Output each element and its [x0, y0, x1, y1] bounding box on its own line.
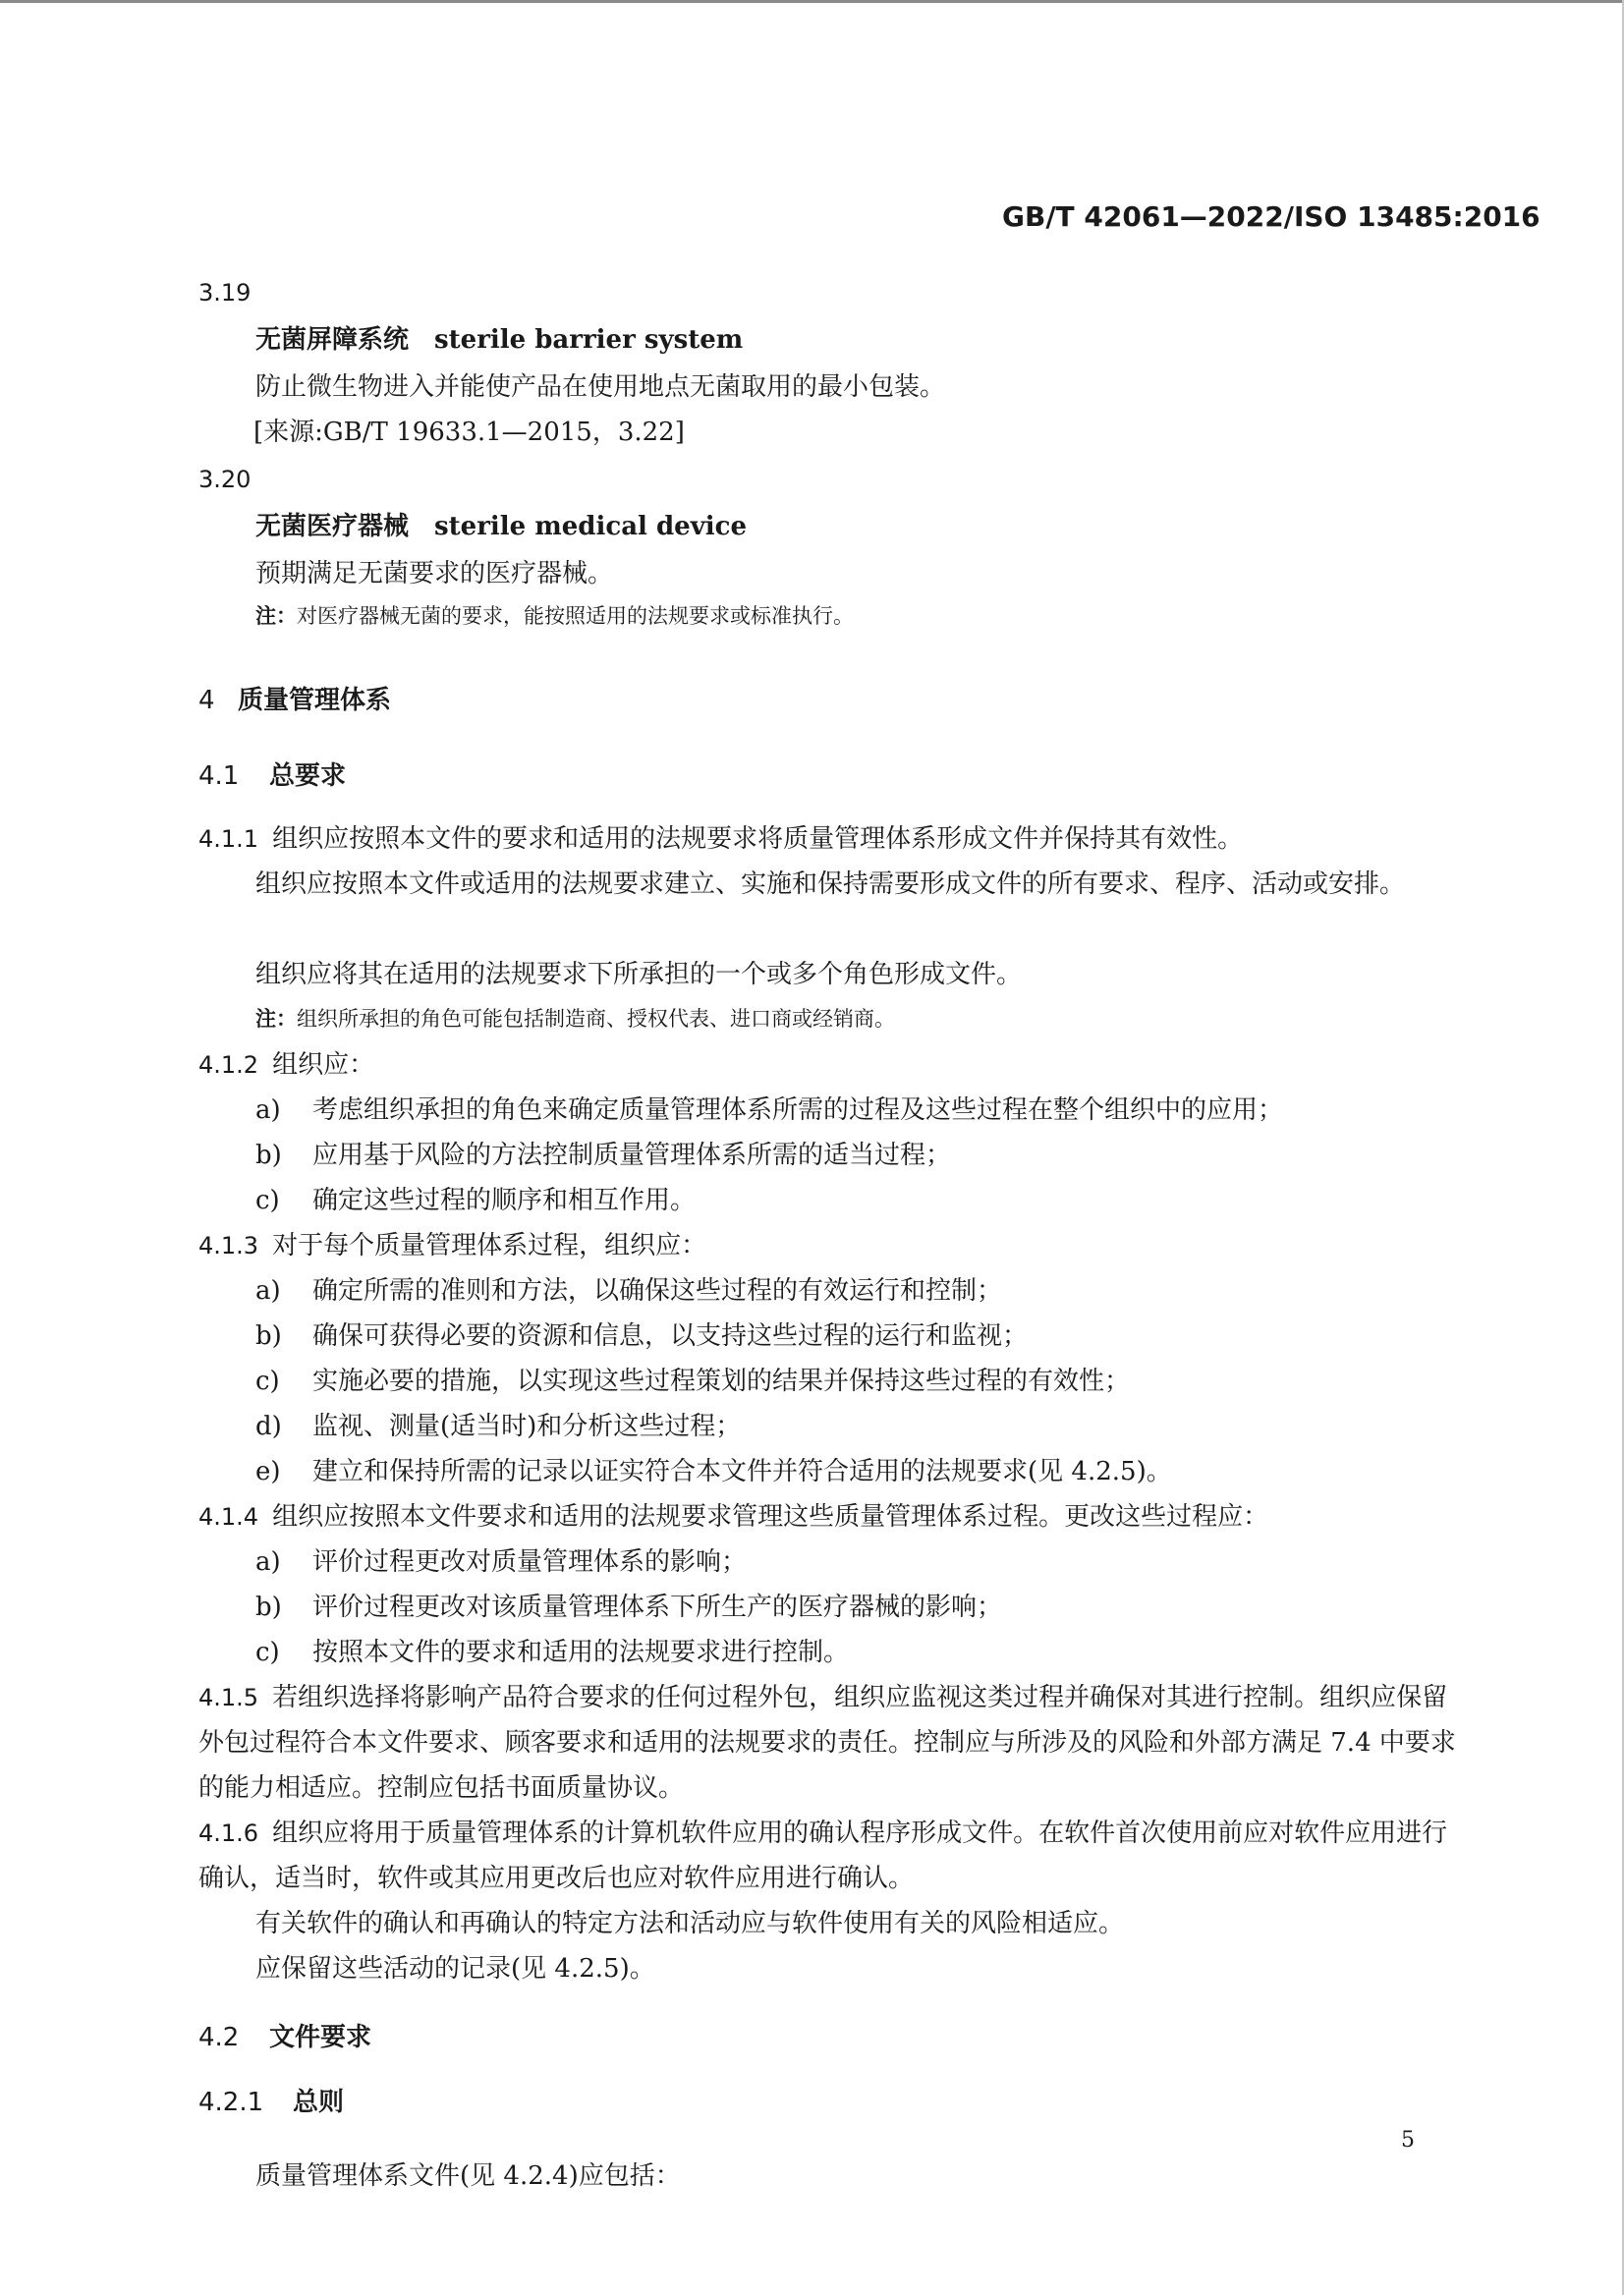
list-item — [255, 1404, 1458, 1449]
clause-text: 若组织选择将影响产品符合要求的任何过程外包，组织应监视这类过程并确保对其进行控制。组织应保留外包过程符合本文件要求、顾客要求和适用的法规要求的责任。控制应与所涉及的风险和外部方满足 7.4 中要求的能力相适应。控制应包括书面质量协议。 — [198, 1683, 1456, 1803]
clause-4-1-1-note — [255, 999, 1515, 1038]
clause-number: 4.1.2 — [198, 1051, 259, 1079]
clause-text: 组织应： — [272, 1050, 375, 1080]
section-title: 文件要求 — [269, 2023, 372, 2052]
term-en: sterile barrier system — [434, 325, 744, 355]
list-text: 确定这些过程的顺序和相互作用。 — [312, 1186, 697, 1215]
list-item — [255, 1314, 1458, 1359]
clause-4-1-3 — [198, 1223, 1458, 1268]
clause-4-1-5 — [198, 1675, 1458, 1811]
term-en: sterile medical device — [434, 512, 748, 541]
list-text: 监视、测量(适当时)和分析这些过程； — [312, 1412, 742, 1441]
section-number: 4.1 — [198, 761, 240, 791]
clause-text: 组织应按照本文件要求和适用的法规要求管理这些质量管理体系过程。更改这些过程应： — [272, 1502, 1269, 1532]
term-cn: 无菌医疗器械 — [255, 512, 410, 541]
section-number: 4.2.1 — [198, 2088, 264, 2117]
list-marker: c) — [255, 1367, 280, 1396]
list-text: 确保可获得必要的资源和信息，以支持这些过程的运行和监视； — [312, 1321, 1029, 1351]
note-text: 组织所承担的角色可能包括制造商、授权代表、进口商或经销商。 — [297, 1007, 895, 1031]
clause-4-1-6 — [198, 1811, 1458, 1901]
list-text: 评价过程更改对该质量管理体系下所生产的医疗器械的影响； — [312, 1593, 1003, 1622]
section-heading-4-2-1 — [198, 2080, 1458, 2125]
term-note-3-20 — [255, 596, 1515, 636]
clause-number: 4.1.3 — [198, 1232, 259, 1259]
clause-4-1-2 — [198, 1042, 1458, 1088]
list-item — [255, 1178, 1458, 1223]
list-marker: c) — [255, 1186, 280, 1215]
page-number: 5 — [1401, 2128, 1415, 2153]
note-text: 对医疗器械无菌的要求，能按照适用的法规要求或标准执行。 — [297, 604, 854, 628]
section-title: 总要求 — [269, 761, 347, 791]
clause-number: 4.1.5 — [198, 1684, 259, 1711]
clause-4-1-6-para3: 应保留这些活动的记录(见 4.2.5)。 — [255, 1954, 655, 1984]
clause-number: 4.1.1 — [198, 825, 259, 853]
list-item — [255, 1268, 1458, 1314]
standard-header: GB/T 42061—2022/ISO 13485:2016 — [1002, 200, 1540, 233]
term-definition-3-19: 防止微生物进入并能使产品在使用地点无菌取用的最小包装。 — [255, 372, 946, 402]
section-heading-4 — [198, 678, 1458, 723]
page-top-edge — [0, 0, 1624, 3]
list-marker: a) — [255, 1547, 281, 1577]
clause-4-1-4 — [198, 1494, 1458, 1539]
list-text: 按照本文件的要求和适用的法规要求进行控制。 — [312, 1638, 850, 1667]
term-number-3-20: 3.20 — [198, 466, 252, 493]
list-text: 实施必要的措施，以实现这些过程策划的结果并保持这些过程的有效性； — [312, 1367, 1131, 1396]
list-marker: b) — [255, 1593, 282, 1622]
clause-number: 4.1.6 — [198, 1819, 259, 1847]
section-number: 4.2 — [198, 2023, 240, 2052]
list-item — [255, 1539, 1458, 1585]
clause-text: 组织应按照本文件的要求和适用的法规要求将质量管理体系形成文件并保持其有效性。 — [272, 824, 1244, 854]
term-title-3-20 — [255, 504, 1515, 549]
section-heading-4-2 — [198, 2015, 1458, 2060]
clause-4-1-6-para2: 有关软件的确认和再确认的特定方法和活动应与软件使用有关的风险相适应。 — [255, 1909, 1125, 1938]
list-text: 考虑组织承担的角色来确定质量管理体系所需的过程及这些过程在整个组织中的应用； — [312, 1095, 1284, 1125]
list-marker: c) — [255, 1638, 280, 1667]
clause-4-2-1-text: 质量管理体系文件(见 4.2.4)应包括： — [255, 2161, 681, 2191]
list-text: 应用基于风险的方法控制质量管理体系所需的适当过程； — [312, 1141, 952, 1170]
list-marker: b) — [255, 1141, 282, 1170]
term-source-3-19: [来源:GB/T 19633.1—2015，3.22] — [253, 418, 685, 447]
term-title-3-19 — [255, 317, 1515, 363]
list-item — [255, 1585, 1458, 1630]
list-marker: a) — [255, 1095, 281, 1125]
list-item — [255, 1630, 1458, 1675]
section-title: 质量管理体系 — [238, 686, 392, 715]
section-title: 总则 — [293, 2088, 345, 2117]
term-cn: 无菌屏障系统 — [255, 325, 410, 355]
list-marker: d) — [255, 1412, 282, 1441]
term-number-3-19: 3.19 — [198, 279, 252, 307]
list-marker: a) — [255, 1276, 281, 1306]
note-label: 注： — [255, 603, 297, 628]
list-item — [255, 1359, 1458, 1404]
clause-text: 对于每个质量管理体系过程，组织应： — [272, 1231, 707, 1260]
list-item — [255, 1133, 1458, 1178]
list-text: 建立和保持所需的记录以证实符合本文件并符合适用的法规要求(见 4.2.5)。 — [312, 1457, 1172, 1486]
clause-4-1-1 — [198, 816, 1458, 862]
section-heading-4-1 — [198, 754, 1458, 799]
list-text: 评价过程更改对质量管理体系的影响； — [312, 1547, 748, 1577]
clause-4-1-1-para2: 组织应按照本文件或适用的法规要求建立、实施和保持需要形成文件的所有要求、程序、活动或安排。 — [255, 869, 1406, 899]
note-label: 注： — [255, 1006, 297, 1031]
section-number: 4 — [198, 686, 215, 715]
list-marker: b) — [255, 1321, 282, 1351]
term-definition-3-20: 预期满足无菌要求的医疗器械。 — [255, 559, 614, 588]
list-item — [255, 1449, 1458, 1494]
list-text: 确定所需的准则和方法，以确保这些过程的有效运行和控制； — [312, 1276, 1003, 1306]
list-item — [255, 1088, 1458, 1133]
clause-number: 4.1.4 — [198, 1503, 259, 1531]
list-marker: e) — [255, 1457, 281, 1486]
clause-text: 组织应将用于质量管理体系的计算机软件应用的确认程序形成文件。在软件首次使用前应对软件应用进行确认，适当时，软件或其应用更改后也应对软件应用进行确认。 — [198, 1819, 1448, 1893]
clause-4-1-1-para3: 组织应将其在适用的法规要求下所承担的一个或多个角色形成文件。 — [255, 960, 1023, 989]
